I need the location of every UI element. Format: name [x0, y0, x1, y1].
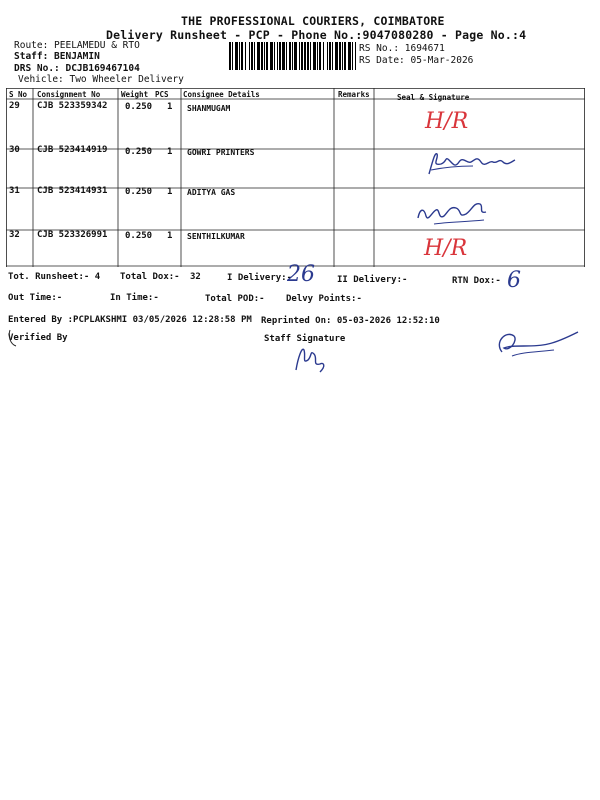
right-margin-signature	[492, 322, 582, 362]
vehicle-label: Vehicle: Two Wheeler Delivery	[18, 74, 184, 85]
table-row-pcs: 1	[167, 231, 173, 241]
table-row-consignment: CJB 523326991	[37, 230, 108, 240]
signature-aditya-gas	[414, 194, 494, 228]
table-row-weight: 0.250	[125, 231, 153, 241]
staff-label: Staff: BENJAMIN	[14, 51, 100, 62]
col-header-remarks: Remarks	[338, 90, 370, 99]
table-row-pcs: 1	[167, 187, 173, 197]
col-header-seal: Seal & Signature	[397, 93, 470, 102]
ii-delivery-label: II Delivery:-	[337, 275, 408, 285]
out-time: Out Time:-	[8, 293, 63, 303]
col-header-consignee: Consignee Details	[183, 90, 260, 99]
i-delivery-value: 26	[287, 262, 315, 287]
entered-by: Entered By :PCPLAKSHMI 03/05/2026 12:28:58 PM	[8, 315, 252, 325]
col-header-consignment: Consignment No	[37, 90, 101, 99]
company-title: THE PROFESSIONAL COURIERS, COIMBATORE	[181, 14, 445, 28]
table-row-weight: 0.250	[125, 187, 153, 197]
total-dox-label: Total Dox:-	[120, 272, 180, 282]
runsheet-subtitle: Delivery Runsheet - PCP - Phone No.:9047080280 - Page No.:4	[106, 28, 527, 42]
col-header-pcs: PCS	[155, 90, 169, 99]
seal-stamp-hr: H/R	[424, 236, 468, 261]
col-header-sno: S No	[9, 90, 28, 99]
table-row-consignee: SHANMUGAM	[187, 104, 231, 113]
table-row-weight: 0.250	[125, 102, 153, 112]
rs-number: RS No.: 1694671	[359, 43, 445, 54]
table-row-sno: 32	[9, 230, 20, 240]
rtn-dox-label: RTN Dox:-	[452, 276, 501, 286]
staff-signature-label: Staff Signature	[264, 334, 346, 344]
in-time: In Time:-	[110, 293, 159, 303]
table-row-consignment: CJB 523414919	[37, 145, 108, 155]
col-header-weight: Weight	[121, 90, 149, 99]
seal-stamp-hr: H/R	[425, 109, 469, 134]
tot-runsheet: Tot. Runsheet:- 4	[8, 272, 101, 282]
rtn-dox-value: 6	[507, 268, 521, 293]
reprinted-on: Reprinted On: 05-03-2026 12:52:10	[261, 316, 440, 326]
route-label: Route: PEELAMEDU & RTO	[14, 40, 140, 51]
rs-date: RS Date: 05-Mar-2026	[359, 55, 474, 66]
table-row-sno: 31	[9, 186, 20, 196]
table-row-consignee: ADITYA GAS	[187, 188, 236, 197]
i-delivery-label: I Delivery:-	[227, 273, 293, 283]
signature-gowri-printers	[425, 148, 525, 180]
table-row-pcs: 1	[167, 102, 173, 112]
barcode-image	[229, 42, 357, 70]
table-row-consignee: GOWRI PRINTERS	[187, 148, 255, 157]
table-row-sno: 29	[9, 101, 20, 111]
table-row-weight: 0.250	[125, 147, 153, 157]
total-dox-value: 32	[190, 272, 201, 282]
table-row-pcs: 1	[167, 147, 173, 157]
delvy-points: Delvy Points:-	[286, 294, 362, 304]
table-row-consignee: SENTHILKUMAR	[187, 232, 245, 241]
staff-signature-mark	[290, 340, 330, 376]
table-row-consignment: CJB 523414931	[37, 186, 108, 196]
drs-number: DRS No.: DCJB169467104	[14, 63, 140, 74]
table-row-sno: 30	[9, 145, 20, 155]
verified-by: Verified By	[8, 333, 68, 343]
verified-by-mark	[6, 326, 30, 348]
table-row-consignment: CJB 523359342	[37, 101, 108, 111]
total-pod: Total POD:-	[205, 294, 265, 304]
